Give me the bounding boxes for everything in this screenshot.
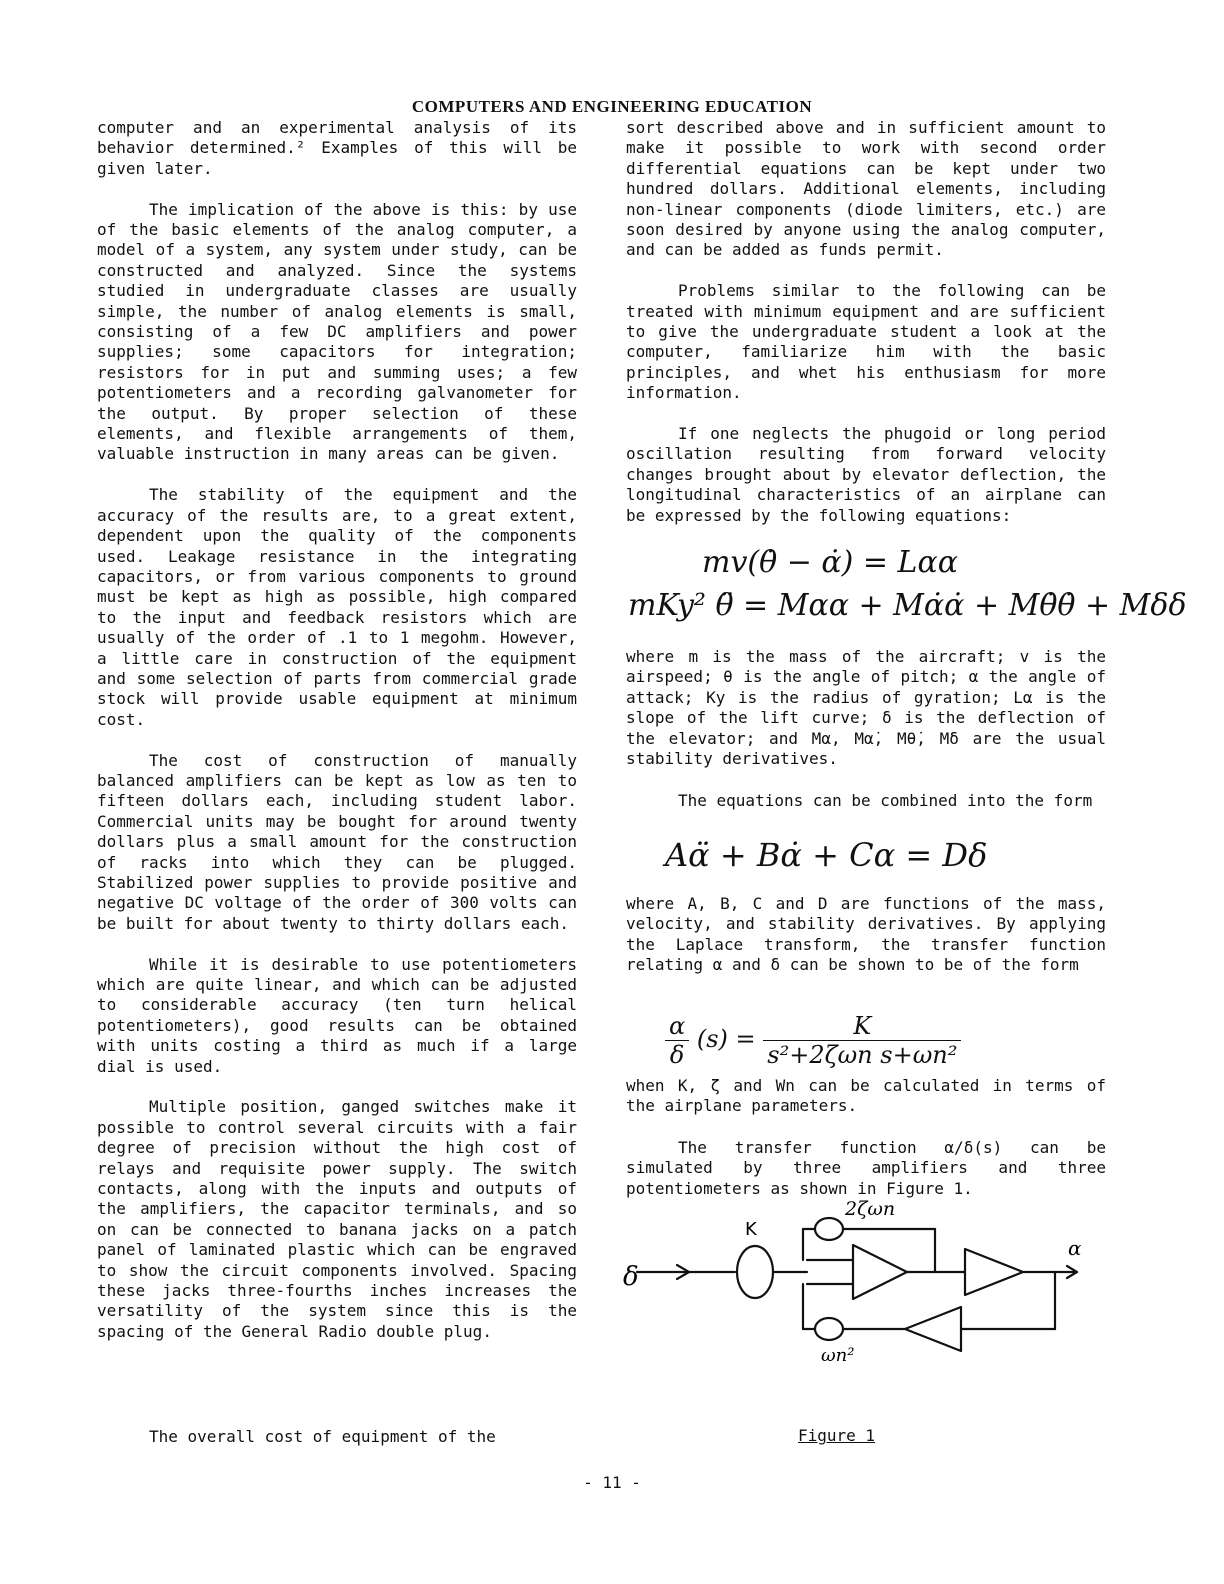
paragraph-phugoid: If one neglects the phugoid or long period oscillation resulting from forward velocity changes brought about by elevator deflection, the longitudinal characteristics of an airplane can be expressed by the following equations: (626, 424, 1106, 525)
figure-label-input: δ (623, 1262, 639, 1292)
paragraph-when: when K, ζ and Wn can be calculated in terms of the airplane parameters. (626, 1076, 1106, 1116)
paragraph-simulated: The transfer function α/δ(s) can be simulated by three amplifiers and three potentiometers as shown in Figure 1. (626, 1138, 1106, 1198)
paragraph-potentiometers: While it is desirable to use potentiometers which are quite linear, and which can be adjusted to considerable accuracy (ten turn helical potentiometers), good results can be obtained with units costing a third as much if a large dial is used. (97, 954, 577, 1076)
paragraph-stability: The stability of the equipment and the accuracy of the results are, to a great extent, dependent upon the quality of the components used. Leakage resistance in the integrating capacitors, or from various components to ground must be kept as high as possible, high compared to the input and feedback resistors which are usually of the order of .1 to 1 megohm. However, a little care in construction of the equipment and some selection of parts from commercial grade stock will provide usable equipment at minimum cost. (97, 485, 577, 729)
transfer-lhs-denominator: δ (669, 1041, 685, 1069)
left-column (97, 118, 577, 1342)
amplifier-3 (905, 1307, 961, 1351)
figure-label-k: K (745, 1219, 757, 1240)
right-column (626, 118, 1106, 526)
running-header: COMPUTERS AND ENGINEERING EDUCATION (411, 97, 813, 116)
figure-label-top-pot: 2ζωn (845, 1198, 896, 1220)
equation-moment: mKy² θ̈ = Mαα + Mα̇α̇ + Mθ̇θ̇ + Mδδ (628, 588, 1187, 623)
transfer-rhs-fraction (763, 1012, 961, 1069)
paragraph-where-symbols: where m is the mass of the aircraft; v is the airspeed; θ is the angle of pitch; α the angle of attack; Ky is the radius of gyration; Lα is the slope of the lift curve; δ is the deflection of the elevator; and Mα, Mα̇, Mθ̇, Mδ are the usual stability derivatives. (626, 647, 1106, 769)
figure-1-block-diagram (615, 1195, 1095, 1375)
paragraph-sort-described: sort described above and in sufficient amount to make it possible to work with second order differential equations can be kept under two hundred dollars. Additional elements, including non-linear components (diode limiters, etc.) are soon desired by anyone using the analog computer, and can be added as funds permit. (626, 118, 1106, 260)
figure-label-bottom-pot: ωn² (821, 1345, 855, 1366)
transfer-lhs-numerator: α (665, 1012, 689, 1041)
amplifier-1 (853, 1245, 907, 1299)
figure-label-output: α (1068, 1236, 1082, 1260)
paragraph-problems: Problems similar to the following can be treated with minimum equipment and are sufficient to give the undergraduate student a look at the computer, familiarize him with the basic principles, and whet his enthusiasm for more information. (626, 281, 1106, 403)
paragraph-laplace: where A, B, C and D are functions of the mass, velocity, and stability derivatives. By applying the Laplace transform, the transfer function relating α and δ can be shown to be of the form (626, 894, 1106, 975)
equation-combined: Aα̈ + Bα̇ + Cα = Dδ (665, 836, 988, 874)
bottom-potentiometer (815, 1318, 843, 1340)
equation-lift: mv(θ̇ − α̇) = Lαα (702, 545, 958, 580)
k-potentiometer (737, 1246, 773, 1298)
paragraph-implication: The implication of the above is this: by use of the basic elements of the analog computer, a model of a system, any system under study, can be constructed and analyzed. Since the systems studied in undergraduate classes are usually simple, the number of analog elements is small, consisting of a few DC amplifiers and power supplies; some capacitors for integration; resistors for in put and summing uses; a few potentiometers and a recording galvanometer for the output. By proper selection of these elements, and flexible arrangements of them, valuable instruction in many areas can be given. (97, 199, 577, 464)
paragraph-continuation: computer and an experimental analysis of its behavior determined.² Examples of this will be given later. (97, 118, 577, 178)
figure-caption: Figure 1 (798, 1426, 876, 1445)
transfer-lhs-argument: (s) = (696, 1025, 756, 1053)
paragraph-overall-cost: The overall cost of equipment of the (149, 1427, 496, 1446)
paragraph-switches: Multiple position, ganged switches make it possible to control several circuits with a fair degree of precision without the high cost of relays and requisite power supply. The switch contacts, along with the inputs and outputs of the amplifiers, the capacitor terminals, and so on can be connected to banana jacks on a patch panel of laminated plastic which can be engraved to show the circuit components involved. Spacing these jacks three-fourths inches increases the versatility of the system since this is the spacing of the General Radio double plug. (97, 1097, 577, 1341)
equation-transfer-function (665, 1012, 961, 1069)
transfer-rhs-numerator: K (763, 1012, 961, 1041)
transfer-lhs-fraction (665, 1012, 689, 1069)
page-number: - 11 - (583, 1473, 641, 1492)
paragraph-cost: The cost of construction of manually balanced amplifiers can be kept as low as ten to fifteen dollars each, including student labor. Commercial units may be bought for around twenty dollars plus a small amount for the construction of racks into which they can be plugged. Stabilized power supplies to provide positive and negative DC voltage of the order of 300 volts can be built for about twenty to thirty dollars each. (97, 750, 577, 933)
top-potentiometer (815, 1218, 843, 1240)
amplifier-2 (965, 1249, 1023, 1295)
paragraph-combined: The equations can be combined into the form (678, 791, 1093, 810)
transfer-rhs-denominator: s²+2ζωn s+ωn² (767, 1041, 958, 1069)
